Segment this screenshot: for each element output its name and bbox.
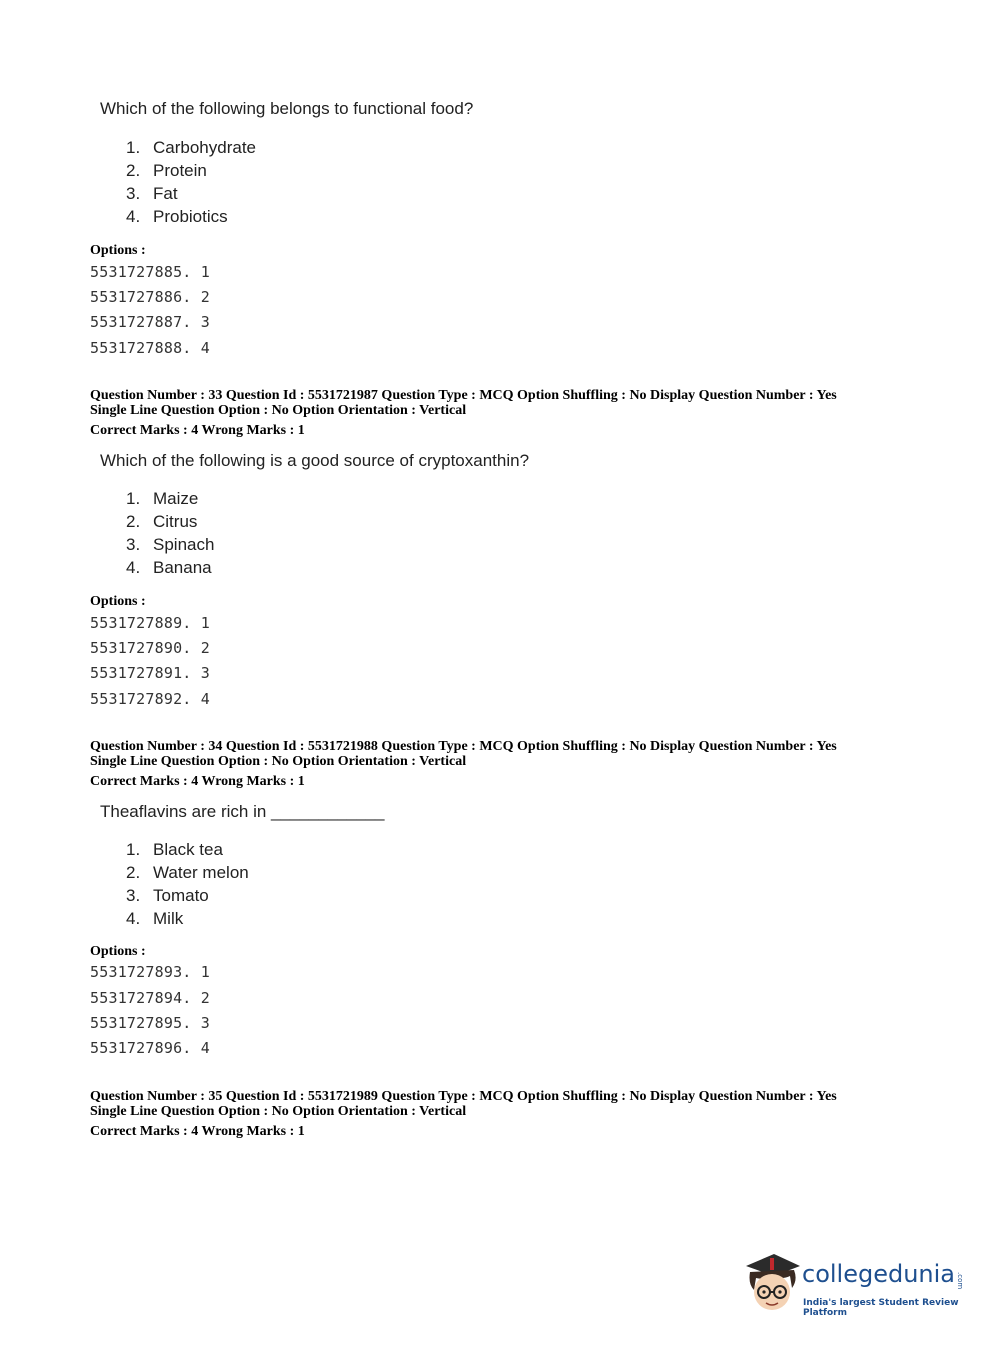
question-text: Theaflavins are rich in ____________	[100, 802, 385, 821]
marks-meta: Correct Marks : 4 Wrong Marks : 1	[90, 1124, 305, 1139]
option-id: 5531727889. 1	[90, 614, 210, 632]
question-meta: Question Number : 35 Question Id : 5531721989 Question Type : MCQ Option Shuffling : No Display Question Number : Yes	[90, 1089, 837, 1104]
marks-meta: Correct Marks : 4 Wrong Marks : 1	[90, 423, 305, 438]
question-text: Which of the following is a good source of cryptoxanthin?	[100, 451, 530, 470]
logo-com: .com	[956, 1272, 964, 1290]
choice-item: 1. Maize	[126, 489, 199, 508]
option-id: 5531727886. 2	[90, 288, 210, 306]
question-meta: Question Number : 34 Question Id : 5531721988 Question Type : MCQ Option Shuffling : No Display Question Number : Yes	[90, 739, 837, 754]
option-id: 5531727895. 3	[90, 1014, 210, 1032]
choice-item: 4. Banana	[126, 558, 212, 577]
choice-item: 1. Black tea	[126, 840, 223, 859]
choice-item: 3. Fat	[126, 184, 178, 203]
choice-item: 4. Milk	[126, 909, 184, 928]
option-id: 5531727893. 1	[90, 963, 210, 981]
options-label: Options :	[90, 594, 146, 609]
choice-item: 2. Protein	[126, 161, 207, 180]
logo-wordmark: collegedunia	[802, 1260, 956, 1288]
graduate-mascot-icon	[742, 1250, 802, 1320]
marks-meta: Correct Marks : 4 Wrong Marks : 1	[90, 774, 305, 789]
question-meta: Question Number : 33 Question Id : 5531721987 Question Type : MCQ Option Shuffling : No Display Question Number : Yes	[90, 388, 837, 403]
options-label: Options :	[90, 944, 146, 959]
choice-item: 4. Probiotics	[126, 207, 228, 226]
option-id: 5531727892. 4	[90, 690, 210, 708]
choice-item: 3. Spinach	[126, 535, 215, 554]
collegedunia-logo	[742, 1250, 972, 1320]
option-id: 5531727888. 4	[90, 339, 210, 357]
choice-item: 1. Carbohydrate	[126, 138, 257, 157]
question-meta: Single Line Question Option : No Option Orientation : Vertical	[90, 1104, 467, 1119]
question-meta: Single Line Question Option : No Option Orientation : Vertical	[90, 403, 467, 418]
choice-item: 2. Water melon	[126, 863, 249, 882]
option-id: 5531727891. 3	[90, 664, 210, 682]
option-id: 5531727887. 3	[90, 313, 210, 331]
choice-item: 2. Citrus	[126, 512, 198, 531]
question-text: Which of the following belongs to functional food?	[100, 99, 474, 118]
option-id: 5531727894. 2	[90, 989, 210, 1007]
option-id: 5531727885. 1	[90, 263, 210, 281]
question-meta: Single Line Question Option : No Option Orientation : Vertical	[90, 754, 467, 769]
options-label: Options :	[90, 243, 146, 258]
option-id: 5531727890. 2	[90, 639, 210, 657]
logo-tagline: India's largest Student Review Platform	[803, 1298, 959, 1318]
choice-item: 3. Tomato	[126, 886, 209, 905]
option-id: 5531727896. 4	[90, 1039, 210, 1057]
